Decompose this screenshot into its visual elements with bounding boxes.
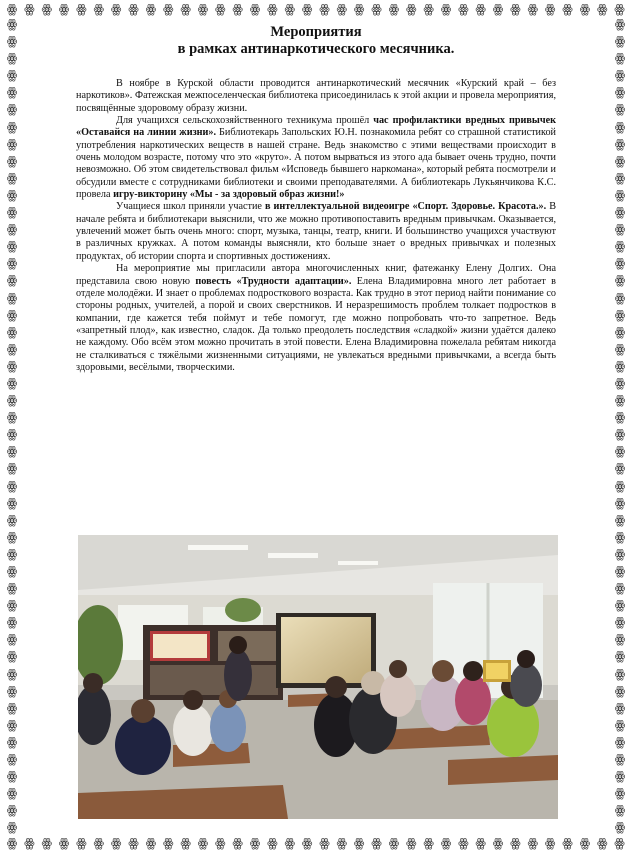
border-ornament: ꙮ	[6, 529, 18, 544]
border-ornament: ꙮ	[6, 85, 18, 100]
border-ornament: ꙮ	[458, 2, 469, 16]
border-ornament: ꙮ	[249, 2, 261, 16]
border-ornament: ꙮ	[336, 2, 348, 16]
border-ornament: ꙮ	[267, 2, 278, 16]
border-ornament: ꙮ	[301, 836, 313, 850]
event-photo-illustration	[78, 535, 558, 819]
p3-text: Учащиеся школ приняли участие	[116, 201, 265, 213]
border-ornament: ꙮ	[405, 2, 417, 16]
border-ornament: ꙮ	[58, 2, 70, 16]
decorative-border-left	[6, 18, 18, 834]
border-ornament: ꙮ	[6, 170, 18, 185]
border-ornament: ꙮ	[614, 427, 626, 442]
border-ornament: ꙮ	[614, 495, 626, 510]
border-ornament: ꙮ	[128, 836, 139, 850]
border-ornament: ꙮ	[353, 836, 365, 850]
border-ornament: ꙮ	[76, 2, 87, 16]
border-ornament: ꙮ	[6, 205, 18, 220]
border-ornament: ꙮ	[614, 239, 626, 254]
border-ornament: ꙮ	[405, 836, 417, 850]
border-ornament: ꙮ	[6, 68, 18, 83]
border-ornament: ꙮ	[41, 836, 52, 850]
border-ornament: ꙮ	[6, 700, 18, 715]
border-ornament: ꙮ	[614, 581, 626, 596]
border-ornament: ꙮ	[6, 632, 18, 647]
border-ornament: ꙮ	[6, 393, 18, 408]
border-ornament: ꙮ	[614, 119, 626, 134]
border-ornament: ꙮ	[614, 615, 626, 630]
border-ornament: ꙮ	[180, 2, 191, 16]
border-ornament: ꙮ	[614, 564, 626, 578]
border-ornament: ꙮ	[614, 649, 626, 664]
border-ornament: ꙮ	[371, 2, 382, 16]
border-ornament: ꙮ	[492, 2, 504, 16]
border-ornament: ꙮ	[6, 752, 18, 767]
border-ornament: ꙮ	[6, 273, 18, 288]
border-ornament: ꙮ	[614, 632, 626, 647]
border-ornament: ꙮ	[614, 187, 626, 202]
border-ornament: ꙮ	[197, 836, 209, 850]
border-ornament: ꙮ	[6, 649, 18, 664]
border-ornament: ꙮ	[6, 769, 18, 784]
border-ornament: ꙮ	[58, 836, 70, 850]
paragraph-4	[76, 263, 556, 374]
title-line-1: Мероприятия	[270, 24, 362, 40]
border-ornament: ꙮ	[614, 2, 625, 16]
border-ornament: ꙮ	[6, 786, 18, 801]
border-ornament: ꙮ	[267, 836, 278, 850]
border-ornament: ꙮ	[6, 222, 18, 237]
border-ornament: ꙮ	[544, 2, 556, 16]
border-ornament: ꙮ	[614, 205, 626, 220]
border-ornament: ꙮ	[93, 836, 105, 850]
paragraph-1: В ноябре в Курской области проводится антинаркотический месячник «Курский край – без наркотиков». Фатежская межпоселенческая библиотека присоединилась к этой акции и провела мероприятия, посвящённые здоровому образу жизни.	[76, 78, 556, 114]
border-ornament: ꙮ	[319, 2, 330, 16]
border-ornament: ꙮ	[614, 256, 626, 271]
border-ornament: ꙮ	[562, 2, 573, 16]
border-ornament: ꙮ	[6, 187, 18, 202]
border-ornament: ꙮ	[162, 2, 174, 16]
border-ornament: ꙮ	[544, 836, 556, 850]
border-ornament: ꙮ	[614, 222, 626, 237]
border-ornament: ꙮ	[6, 598, 18, 613]
border-ornament: ꙮ	[249, 836, 261, 850]
border-ornament: ꙮ	[596, 2, 608, 16]
border-ornament: ꙮ	[614, 546, 626, 561]
border-ornament: ꙮ	[6, 290, 18, 305]
border-ornament: ꙮ	[6, 34, 18, 49]
article	[76, 24, 556, 374]
border-ornament: ꙮ	[614, 529, 626, 544]
p3-text-cont: В начале ребята и библиотекари выяснили, что же можно противопоставить вредным привычкам. Оказывается, увлечений может быть очень много: спорт, музыка, танцы, театр, книги. И большинство учащихся участвуют в различных кружках. А потом команды выясняли, кто больше знает о вредных привычках и полезных продуктах, об истории спорта и спортивных достижениях.	[76, 201, 556, 262]
border-ornament: ꙮ	[614, 803, 626, 818]
border-ornament: ꙮ	[6, 546, 18, 561]
p2-text-cont: Библиотекарь Запольских Ю.Н. познакомила ребят со страшной статистикой употребления наркотических веществ в нашей стране. Ведь знакомство с этими веществами происходит в очень молодом возрасте, потому что это «круто». А потом вырваться из этого ада бывает очень трудно, почти невозможно. Об этом свидетельствовал фильм «Исповедь бывшего наркомана», который ребята посмотрели и обсудили вместе с сотрудниками библиотеки и своими преподавателями. А библиотекарь Лукьянчикова К.С. провела	[76, 127, 556, 201]
border-ornament: ꙮ	[510, 2, 521, 16]
border-ornament: ꙮ	[388, 2, 400, 16]
border-ornament: ꙮ	[614, 68, 626, 83]
decorative-border-top	[6, 3, 626, 15]
border-ornament: ꙮ	[614, 51, 626, 66]
border-ornament: ꙮ	[614, 786, 626, 801]
border-ornament: ꙮ	[353, 2, 365, 16]
border-ornament: ꙮ	[6, 581, 18, 596]
border-ornament: ꙮ	[93, 2, 105, 16]
border-ornament: ꙮ	[197, 2, 209, 16]
border-ornament: ꙮ	[596, 836, 608, 850]
border-ornament: ꙮ	[6, 51, 18, 66]
border-ornament: ꙮ	[440, 836, 452, 850]
border-ornament: ꙮ	[6, 324, 18, 339]
border-ornament: ꙮ	[614, 17, 626, 31]
border-ornament: ꙮ	[614, 836, 625, 850]
decorative-border-right	[614, 18, 626, 834]
border-ornament: ꙮ	[6, 444, 18, 459]
border-ornament: ꙮ	[41, 2, 52, 16]
border-ornament: ꙮ	[6, 820, 18, 835]
border-ornament: ꙮ	[6, 683, 18, 698]
border-ornament: ꙮ	[6, 427, 18, 442]
p3-game-name: в интеллектуальной видеоигре «Спорт. Здоровье. Красота.».	[264, 201, 547, 213]
border-ornament: ꙮ	[6, 461, 18, 476]
border-ornament: ꙮ	[614, 444, 626, 459]
border-ornament: ꙮ	[423, 836, 434, 850]
border-ornament: ꙮ	[128, 2, 139, 16]
border-ornament: ꙮ	[6, 136, 18, 151]
title-block	[76, 24, 556, 58]
border-ornament: ꙮ	[614, 136, 626, 151]
border-ornament: ꙮ	[6, 564, 18, 578]
border-ornament: ꙮ	[579, 836, 591, 850]
border-ornament: ꙮ	[6, 803, 18, 818]
p4-text: На мероприятие мы пригласили автора многочисленных книг, фатежанку Елену Долгих. Она представила свою новую	[76, 263, 556, 287]
p2-text: Для учащихся сельскохозяйственного техникума прошёл	[116, 115, 374, 127]
border-ornament: ꙮ	[614, 478, 626, 493]
border-ornament: ꙮ	[614, 273, 626, 288]
title-line-2: в рамках антинаркотического месячника.	[177, 41, 455, 57]
border-ornament: ꙮ	[6, 615, 18, 630]
border-ornament: ꙮ	[284, 2, 296, 16]
border-ornament: ꙮ	[614, 170, 626, 185]
border-ornament: ꙮ	[24, 2, 35, 16]
border-ornament: ꙮ	[614, 598, 626, 613]
border-ornament: ꙮ	[614, 666, 626, 681]
border-ornament: ꙮ	[6, 836, 18, 850]
border-ornament: ꙮ	[614, 34, 626, 49]
border-ornament: ꙮ	[145, 2, 157, 16]
border-ornament: ꙮ	[458, 836, 469, 850]
border-ornament: ꙮ	[614, 307, 626, 322]
border-ornament: ꙮ	[492, 836, 504, 850]
paragraph-3	[76, 201, 556, 263]
border-ornament: ꙮ	[6, 495, 18, 510]
border-ornament: ꙮ	[614, 341, 626, 356]
border-ornament: ꙮ	[6, 410, 18, 425]
border-ornament: ꙮ	[562, 836, 573, 850]
border-ornament: ꙮ	[6, 341, 18, 356]
border-ornament: ꙮ	[614, 290, 626, 305]
border-ornament: ꙮ	[579, 2, 591, 16]
border-ornament: ꙮ	[215, 836, 226, 850]
event-photo	[78, 535, 558, 819]
border-ornament: ꙮ	[614, 461, 626, 476]
border-ornament: ꙮ	[232, 2, 243, 16]
border-ornament: ꙮ	[6, 358, 18, 373]
border-ornament: ꙮ	[6, 375, 18, 390]
border-ornament: ꙮ	[6, 478, 18, 493]
border-ornament: ꙮ	[614, 820, 626, 835]
border-ornament: ꙮ	[6, 17, 18, 31]
border-ornament: ꙮ	[336, 836, 348, 850]
border-ornament: ꙮ	[614, 700, 626, 715]
decorative-border-bottom	[6, 837, 626, 849]
border-ornament: ꙮ	[614, 358, 626, 373]
border-ornament: ꙮ	[614, 683, 626, 698]
border-ornament: ꙮ	[6, 119, 18, 134]
border-ornament: ꙮ	[110, 2, 122, 16]
border-ornament: ꙮ	[527, 836, 539, 850]
border-ornament: ꙮ	[388, 836, 400, 850]
border-ornament: ꙮ	[510, 836, 521, 850]
border-ornament: ꙮ	[162, 836, 174, 850]
border-ornament: ꙮ	[6, 153, 18, 168]
border-ornament: ꙮ	[110, 836, 122, 850]
border-ornament: ꙮ	[24, 836, 35, 850]
border-ornament: ꙮ	[614, 153, 626, 168]
border-ornament: ꙮ	[527, 2, 539, 16]
border-ornament: ꙮ	[6, 717, 18, 732]
border-ornament: ꙮ	[614, 769, 626, 784]
p4-text-cont: Елена Владимировна много лет работает в отделе молодёжи. И знает о проблемах подросткового возраста. Как трудно в этот период найти понимание со стороны родных, учителей, а порой и своих сверстников. И неразрешимость проблем толкает подростков в компании, где кажется тебя поймут и тебе помогут, где можно попробовать что-то запретное. Ведь «запретный плод», как известно, сладок. Да только преодолеть последствия «сладкой» жизни удаётся далеко не каждому. Обо всём этом можно прочитать в этой повести. Елена Владимировна пожелала ребятам никогда не сталкиваться с тяжёлыми жизненными ситуациями, не увлекаться вредными привычками, а всегда быть здоровыми, весёлыми, творческими.	[76, 275, 556, 373]
border-ornament: ꙮ	[6, 307, 18, 322]
border-ornament: ꙮ	[614, 324, 626, 339]
border-ornament: ꙮ	[232, 836, 243, 850]
border-ornament: ꙮ	[6, 734, 18, 749]
border-ornament: ꙮ	[614, 85, 626, 100]
border-ornament: ꙮ	[614, 717, 626, 732]
border-ornament: ꙮ	[6, 666, 18, 681]
border-ornament: ꙮ	[440, 2, 452, 16]
border-ornament: ꙮ	[614, 752, 626, 767]
border-ornament: ꙮ	[180, 836, 191, 850]
border-ornament: ꙮ	[6, 512, 18, 527]
border-ornament: ꙮ	[614, 393, 626, 408]
border-ornament: ꙮ	[614, 512, 626, 527]
border-ornament: ꙮ	[475, 836, 486, 850]
border-ornament: ꙮ	[371, 836, 382, 850]
border-ornament: ꙮ	[475, 2, 486, 16]
paragraph-2	[76, 115, 556, 201]
border-ornament: ꙮ	[215, 2, 226, 16]
border-ornament: ꙮ	[145, 836, 157, 850]
border-ornament: ꙮ	[6, 239, 18, 254]
p2-quiz-name: игру-викторину «Мы - за здоровый образ жизни!»	[113, 189, 345, 201]
border-ornament: ꙮ	[614, 410, 626, 425]
border-ornament: ꙮ	[301, 2, 313, 16]
border-ornament: ꙮ	[76, 836, 87, 850]
border-ornament: ꙮ	[614, 375, 626, 390]
border-ornament: ꙮ	[6, 256, 18, 271]
border-ornament: ꙮ	[6, 2, 18, 16]
border-ornament: ꙮ	[319, 836, 330, 850]
border-ornament: ꙮ	[614, 734, 626, 749]
border-ornament: ꙮ	[6, 102, 18, 117]
border-ornament: ꙮ	[284, 836, 296, 850]
p2-event-name: час профилактики вредных привычек «Оставайся на линии жизни».	[76, 115, 557, 139]
p4-book-name: повесть «Трудности адаптации».	[195, 275, 352, 287]
border-ornament: ꙮ	[614, 102, 626, 117]
border-ornament: ꙮ	[423, 2, 434, 16]
